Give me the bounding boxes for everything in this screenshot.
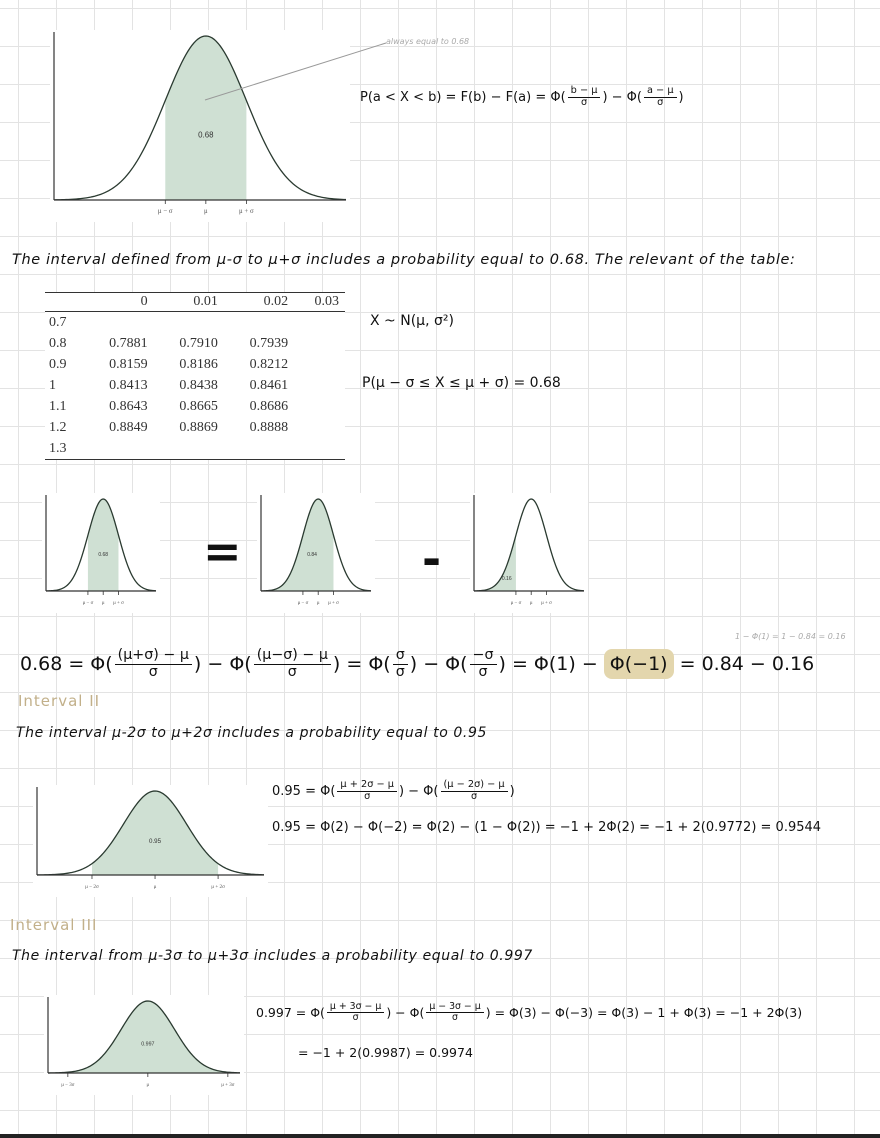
equation-text: 0.997 = Φ( xyxy=(256,1005,325,1021)
table-column-header: 0 xyxy=(83,293,153,312)
fraction xyxy=(115,648,192,680)
denominator: σ xyxy=(352,1012,359,1024)
table-column-header: 0.01 xyxy=(154,293,224,312)
numerator: (μ−σ) − μ xyxy=(254,648,331,665)
fraction xyxy=(470,648,497,680)
numerator: σ xyxy=(393,648,408,665)
area-label: 0.68 xyxy=(198,130,214,140)
x-tick-label: μ − 2σ xyxy=(85,884,99,890)
numerator: μ − 3σ − μ xyxy=(426,1002,483,1013)
page-bottom-border xyxy=(0,1134,880,1138)
fraction xyxy=(393,648,408,680)
equation-text: P(a < X < b) = F(b) − F(a) = Φ( xyxy=(360,89,566,105)
table-cell xyxy=(294,354,345,375)
figure-annotation: always equal to 0.68 xyxy=(386,37,470,46)
x-tick-label: μ − 3σ xyxy=(61,1083,75,1088)
side-note: 1 − Φ(1) = 1 − 0.84 = 0.16 xyxy=(735,632,846,641)
x-tick-label: μ xyxy=(316,601,320,606)
x-tick-label: μ xyxy=(529,601,533,606)
shaded-area xyxy=(68,1001,228,1073)
equation-text: 0.68 = Φ( xyxy=(20,653,113,676)
denominator: σ xyxy=(148,663,158,680)
table-row xyxy=(45,396,345,417)
denominator: σ xyxy=(470,790,478,802)
sentence-interval-3: The interval from μ-3σ to μ+3σ includes a probability equal to 0.997 xyxy=(12,948,533,964)
equation-text: ) = Φ( xyxy=(332,653,391,676)
normal-curve-95-figure xyxy=(33,785,268,897)
shaded-area xyxy=(88,499,119,591)
table-cell: 1.3 xyxy=(49,440,67,456)
normal-curve-68-small xyxy=(42,493,160,613)
table-cell: 1 xyxy=(49,377,56,393)
sentence-interval-1: The interval defined from μ-σ to μ+σ includes a probability equal to 0.68. The relevant of the table: xyxy=(12,252,796,268)
probability-formula xyxy=(362,375,561,391)
equation-text: ) − Φ( xyxy=(193,653,252,676)
x-tick-label: μ xyxy=(146,1083,150,1088)
equation-text: = 0.84 − 0.16 xyxy=(673,653,815,676)
x-tick-label: μ + σ xyxy=(328,601,339,606)
normal-curve-16-small xyxy=(470,493,588,613)
equation-text: ) xyxy=(678,89,684,105)
table-cell xyxy=(83,312,153,334)
numerator: (μ+σ) − μ xyxy=(115,648,192,665)
x-tick-label: μ xyxy=(153,884,157,890)
normal-curve-84-small xyxy=(257,493,375,613)
table-cell: 0.8438 xyxy=(179,377,218,393)
denominator: σ xyxy=(580,96,588,108)
table-cell: 1.2 xyxy=(49,419,67,435)
denominator: σ xyxy=(287,663,297,680)
table-cell xyxy=(294,438,345,460)
fraction xyxy=(644,86,677,108)
x-tick-label: μ − σ xyxy=(510,601,522,606)
equation-text: ) − Φ( xyxy=(409,653,468,676)
table-row xyxy=(45,375,345,396)
area-label: 0.68 xyxy=(98,552,109,559)
table-cell: 0.8686 xyxy=(249,398,289,414)
z-table xyxy=(45,292,345,460)
table-cell: 0.8461 xyxy=(249,377,289,393)
x-tick-label: μ xyxy=(101,601,105,606)
table-cell: 0.8159 xyxy=(109,356,148,372)
area-label: 0.997 xyxy=(141,1041,155,1048)
table-cell: 0.8643 xyxy=(109,398,148,414)
table-column-header: 0.02 xyxy=(224,293,294,312)
heading-interval-2: Interval II xyxy=(18,692,101,710)
table-cell: 0.8413 xyxy=(109,377,148,393)
denominator: σ xyxy=(452,1012,458,1024)
numerator: b − μ xyxy=(568,86,601,98)
fraction xyxy=(568,86,601,108)
table-cell: 0.9 xyxy=(49,356,67,372)
table-cell: 0.8186 xyxy=(179,356,218,372)
normal-curve-997-figure xyxy=(44,995,244,1095)
table-cell xyxy=(83,438,153,460)
fraction xyxy=(254,648,331,680)
denominator: σ xyxy=(657,96,664,108)
fraction xyxy=(441,780,508,802)
equation-text: ) − Φ( xyxy=(386,1005,425,1021)
table-column-header: 0.03 xyxy=(294,293,345,312)
table-cell: 0.7939 xyxy=(249,335,289,351)
equation-text: 0.95 = Φ( xyxy=(272,783,336,799)
distribution-formula xyxy=(370,313,454,329)
x-tick-label: μ + σ xyxy=(541,601,552,606)
area-label: 0.95 xyxy=(149,838,162,846)
equation-text: X ~ N(μ, σ²) xyxy=(370,313,454,329)
table-cell xyxy=(224,312,294,334)
shaded-area xyxy=(92,791,218,875)
table-cell xyxy=(294,396,345,417)
numerator: μ + 3σ − μ xyxy=(327,1002,384,1013)
highlighted-term: Φ(−1) xyxy=(604,649,674,679)
fraction xyxy=(426,1002,483,1024)
table-cell: 0.7 xyxy=(49,314,67,330)
numerator: −σ xyxy=(470,648,497,665)
equals-sign: = xyxy=(203,524,242,578)
numerator: (μ − 2σ) − μ xyxy=(441,780,508,792)
interval-3-formula xyxy=(256,1002,802,1024)
table-cell xyxy=(154,312,224,334)
shaded-area xyxy=(261,499,333,591)
table-row xyxy=(45,333,345,354)
table-cell xyxy=(294,375,345,396)
table-cell: 0.7881 xyxy=(109,335,148,351)
x-tick-label: μ xyxy=(203,208,208,215)
table-column-header xyxy=(45,293,83,312)
sentence-interval-2: The interval μ-2σ to μ+2σ includes a probability equal to 0.95 xyxy=(16,725,487,741)
x-tick-label: μ + σ xyxy=(239,208,254,215)
table-row xyxy=(45,312,345,334)
table-cell xyxy=(154,438,224,460)
x-tick-label: μ + σ xyxy=(113,601,124,606)
fraction xyxy=(327,1002,384,1024)
fraction xyxy=(337,780,397,802)
x-tick-label: μ − σ xyxy=(297,601,309,606)
interval-2-computation xyxy=(272,820,821,835)
table-cell: 0.8212 xyxy=(249,356,289,372)
equation-text: ) = Φ(3) − Φ(−3) = Φ(3) − 1 + Φ(3) = −1 + 2Φ(3) xyxy=(485,1005,803,1021)
interval-3-computation xyxy=(298,1045,473,1060)
table-cell xyxy=(294,312,345,334)
equation-text: 0.95 = Φ(2) − Φ(−2) = Φ(2) − (1 − Φ(2)) = −1 + 2Φ(2) = −1 + 2(0.9772) = 0.9544 xyxy=(272,820,822,835)
denominator: σ xyxy=(478,663,488,680)
table-row xyxy=(45,438,345,460)
table-row xyxy=(45,354,345,375)
denominator: σ xyxy=(364,790,371,802)
table-cell xyxy=(294,417,345,438)
x-tick-label: μ − σ xyxy=(82,601,94,606)
interval-2-formula xyxy=(272,780,515,802)
minus-sign: - xyxy=(422,532,442,586)
equation-text: ) − Φ( xyxy=(398,783,439,799)
table-cell: 1.1 xyxy=(49,398,67,414)
numerator: a − μ xyxy=(644,86,677,98)
denominator: σ xyxy=(395,663,405,680)
interval-1-derivation xyxy=(20,648,814,680)
equation-text: = −1 + 2(0.9987) = 0.9974 xyxy=(298,1045,473,1060)
heading-interval-3: Interval III xyxy=(10,916,98,934)
table-cell: 0.8888 xyxy=(249,419,289,435)
shaded-area xyxy=(474,535,516,591)
equation-text: ) = Φ(1) − xyxy=(498,653,604,676)
x-tick-label: μ + 2σ xyxy=(211,884,225,890)
x-tick-label: μ − σ xyxy=(157,208,173,215)
table-cell xyxy=(294,333,345,354)
table-cell: 0.7910 xyxy=(179,335,218,351)
area-label: 0.84 xyxy=(307,552,317,559)
table-cell: 0.8665 xyxy=(179,398,218,414)
numerator: μ + 2σ − μ xyxy=(337,780,397,792)
area-label: 0.16 xyxy=(501,575,512,582)
table-cell: 0.8849 xyxy=(109,419,148,435)
table-cell xyxy=(224,438,294,460)
cdf-formula xyxy=(360,86,684,108)
equation-text: ) − Φ( xyxy=(602,89,642,105)
table-cell: 0.8869 xyxy=(179,419,218,435)
x-tick-label: μ + 3σ xyxy=(221,1083,235,1088)
table-row xyxy=(45,417,345,438)
equation-text: ) xyxy=(509,783,515,799)
density-curve xyxy=(474,499,584,591)
table-cell: 0.8 xyxy=(49,335,67,351)
equation-text: P(μ − σ ≤ X ≤ μ + σ) = 0.68 xyxy=(362,375,561,391)
